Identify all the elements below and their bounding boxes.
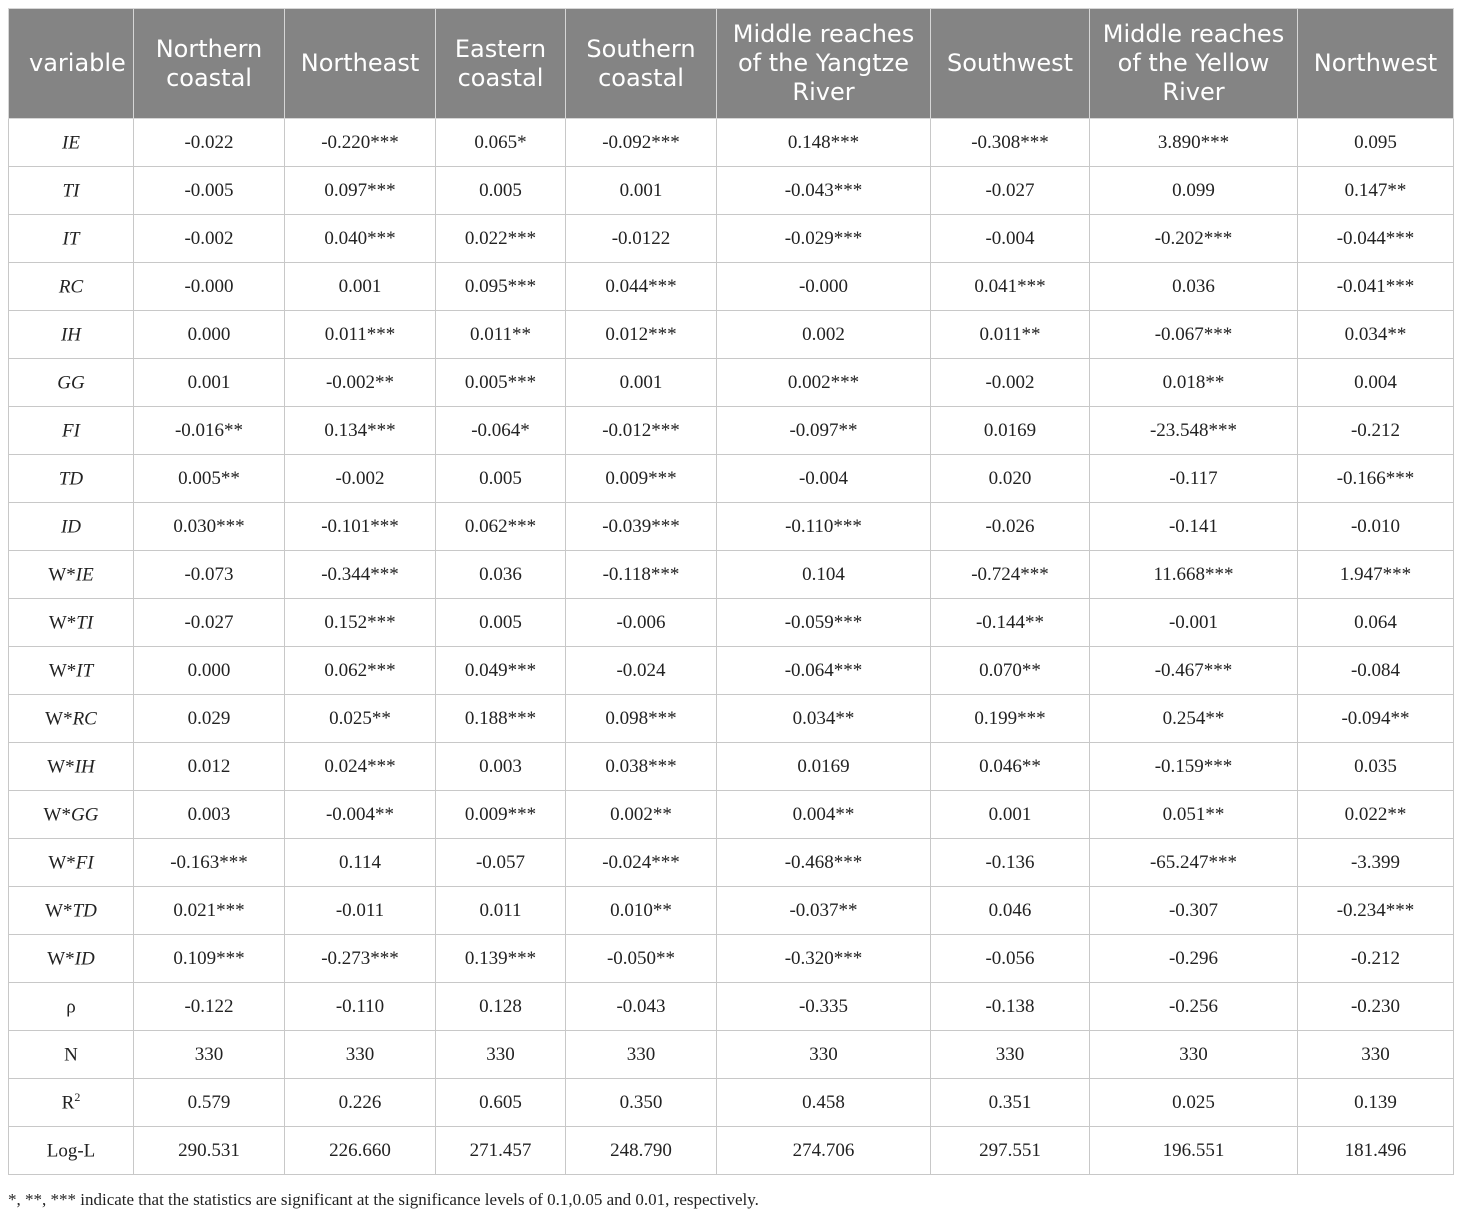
value-cell: 0.004** [717, 791, 931, 839]
value-cell: 0.350 [566, 1079, 717, 1127]
value-cell: 0.030*** [134, 503, 285, 551]
value-cell: -0.011 [285, 887, 436, 935]
value-cell: 0.010** [566, 887, 717, 935]
value-cell: -0.094** [1298, 695, 1454, 743]
value-cell: 0.018** [1090, 359, 1298, 407]
value-cell: -0.163*** [134, 839, 285, 887]
value-cell: -0.101*** [285, 503, 436, 551]
value-cell: -0.024 [566, 647, 717, 695]
value-cell: 0.038*** [566, 743, 717, 791]
variable-cell [9, 215, 134, 263]
value-cell: 3.890*** [1090, 119, 1298, 167]
value-cell: 0.046** [931, 743, 1090, 791]
variable-prefix: Log-L [46, 1140, 96, 1162]
variable-prefix: W* [45, 900, 73, 922]
value-cell: 11.668*** [1090, 551, 1298, 599]
variable-prefix: W* [45, 708, 73, 730]
value-cell: 0.114 [285, 839, 436, 887]
variable-cell [9, 1031, 134, 1079]
variable-name: IE [62, 132, 80, 154]
header-northwest: Northwest [1298, 9, 1454, 119]
value-cell: -0.059*** [717, 599, 931, 647]
value-cell: 290.531 [134, 1127, 285, 1175]
value-cell: -0.073 [134, 551, 285, 599]
value-cell: -0.212 [1298, 407, 1454, 455]
value-cell: -0.004 [931, 215, 1090, 263]
value-cell: -0.320*** [717, 935, 931, 983]
variable-prefix: W* [48, 612, 77, 634]
value-cell: -0.050** [566, 935, 717, 983]
value-cell: 0.036 [436, 551, 566, 599]
value-cell: -3.399 [1298, 839, 1454, 887]
value-cell: 0.062*** [436, 503, 566, 551]
value-cell: 0.024*** [285, 743, 436, 791]
value-cell: 0.104 [717, 551, 931, 599]
value-cell: -0.136 [931, 839, 1090, 887]
table-row [9, 887, 1454, 935]
value-cell: 0.012*** [566, 311, 717, 359]
table-row [9, 119, 1454, 167]
variable-prefix: W* [47, 756, 75, 778]
value-cell: 0.226 [285, 1079, 436, 1127]
value-cell: -0.335 [717, 983, 931, 1031]
value-cell: 0.000 [134, 647, 285, 695]
header-northern-coastal: Northern coastal [134, 9, 285, 119]
value-cell: 330 [1090, 1031, 1298, 1079]
value-cell: -0.212 [1298, 935, 1454, 983]
variable-name: GG [57, 372, 85, 394]
value-cell: -0.010 [1298, 503, 1454, 551]
value-cell: 0.064 [1298, 599, 1454, 647]
table-row [9, 263, 1454, 311]
variable-prefix: W* [48, 852, 76, 874]
value-cell: -0.110*** [717, 503, 931, 551]
value-cell: 0.070** [931, 647, 1090, 695]
value-cell: 0.044*** [566, 263, 717, 311]
value-cell: 0.003 [134, 791, 285, 839]
value-cell: -0.002** [285, 359, 436, 407]
value-cell: 0.036 [1090, 263, 1298, 311]
value-cell: 0.099 [1090, 167, 1298, 215]
value-cell: 0.0169 [717, 743, 931, 791]
value-cell: -0.026 [931, 503, 1090, 551]
value-cell: 0.051** [1090, 791, 1298, 839]
value-cell: -0.159*** [1090, 743, 1298, 791]
header-yangtze: Middle reaches of the Yangtze River [717, 9, 931, 119]
value-cell: -0.043*** [717, 167, 931, 215]
value-cell: 0.065* [436, 119, 566, 167]
table-row [9, 455, 1454, 503]
value-cell: 0.109*** [134, 935, 285, 983]
value-cell: 0.098*** [566, 695, 717, 743]
variable-cell [9, 983, 134, 1031]
value-cell: -0.041*** [1298, 263, 1454, 311]
value-cell: 0.020 [931, 455, 1090, 503]
value-cell: 0.579 [134, 1079, 285, 1127]
header-yellow-river: Middle reaches of the Yellow River [1090, 9, 1298, 119]
value-cell: 0.005 [436, 167, 566, 215]
variable-cell [9, 359, 134, 407]
value-cell: -0.141 [1090, 503, 1298, 551]
value-cell: -0.110 [285, 983, 436, 1031]
variable-prefix: W* [43, 804, 71, 826]
value-cell: -0.002 [285, 455, 436, 503]
variable-name: IH [60, 324, 82, 346]
value-cell: -0.000 [717, 263, 931, 311]
variable-name: IT [62, 228, 80, 250]
table-row [9, 983, 1454, 1031]
variable-cell [9, 791, 134, 839]
table-body [9, 119, 1454, 1175]
value-cell: 274.706 [717, 1127, 931, 1175]
value-cell: -0.724*** [931, 551, 1090, 599]
value-cell: -0.044*** [1298, 215, 1454, 263]
value-cell: -0.256 [1090, 983, 1298, 1031]
value-cell: -0.039*** [566, 503, 717, 551]
variable-cell [9, 503, 134, 551]
results-table-container [8, 8, 1453, 1175]
value-cell: 196.551 [1090, 1127, 1298, 1175]
value-cell: 0.049*** [436, 647, 566, 695]
value-cell: -0.064* [436, 407, 566, 455]
value-cell: 0.011** [931, 311, 1090, 359]
value-cell: 0.0169 [931, 407, 1090, 455]
value-cell: 0.029 [134, 695, 285, 743]
variable-cell [9, 551, 134, 599]
value-cell: -0.220*** [285, 119, 436, 167]
variable-name: TD [72, 900, 97, 922]
header-variable: variable [9, 9, 134, 119]
value-cell: 0.605 [436, 1079, 566, 1127]
variable-prefix: ρ [66, 996, 76, 1018]
value-cell: -0.037** [717, 887, 931, 935]
value-cell: 0.025** [285, 695, 436, 743]
table-row [9, 599, 1454, 647]
variable-name: IE [75, 564, 94, 586]
variable-cell [9, 167, 134, 215]
variable-cell [9, 311, 134, 359]
variable-name: TD [58, 468, 84, 490]
variable-cell [9, 455, 134, 503]
variable-name: RC [72, 708, 97, 730]
value-cell: 271.457 [436, 1127, 566, 1175]
footnote: *, **, *** indicate that the statistics are significant at the significance levels of 0.1,0.05 and 0.01, respectively. [8, 1190, 759, 1209]
value-cell: 330 [436, 1031, 566, 1079]
variable-cell [9, 839, 134, 887]
value-cell: -0.029*** [717, 215, 931, 263]
value-cell: 0.000 [134, 311, 285, 359]
value-cell: -0.002 [134, 215, 285, 263]
value-cell: -0.005 [134, 167, 285, 215]
value-cell: -0.004** [285, 791, 436, 839]
value-cell: -0.117 [1090, 455, 1298, 503]
variable-name: FI [62, 420, 80, 442]
value-cell: -0.043 [566, 983, 717, 1031]
variable-name: IT [76, 660, 94, 682]
value-cell: 0.148*** [717, 119, 931, 167]
table-row [9, 1127, 1454, 1175]
value-cell: 0.003 [436, 743, 566, 791]
regional-regression-table [8, 8, 1454, 1175]
value-cell: 226.660 [285, 1127, 436, 1175]
value-cell: -0.202*** [1090, 215, 1298, 263]
variable-prefix: R [61, 1092, 75, 1114]
value-cell: -0.467*** [1090, 647, 1298, 695]
value-cell: 0.025 [1090, 1079, 1298, 1127]
value-cell: -0.122 [134, 983, 285, 1031]
value-cell: -0.067*** [1090, 311, 1298, 359]
variable-cell [9, 887, 134, 935]
value-cell: 0.034** [717, 695, 931, 743]
variable-cell [9, 599, 134, 647]
value-cell: 330 [931, 1031, 1090, 1079]
value-cell: 0.046 [931, 887, 1090, 935]
variable-cell [9, 263, 134, 311]
value-cell: 0.001 [285, 263, 436, 311]
value-cell: 330 [1298, 1031, 1454, 1079]
value-cell: 0.005 [436, 599, 566, 647]
value-cell: 330 [717, 1031, 931, 1079]
value-cell: -0.0122 [566, 215, 717, 263]
value-cell: 0.011** [436, 311, 566, 359]
variable-cell [9, 695, 134, 743]
table-row [9, 935, 1454, 983]
header-northeast: Northeast [285, 9, 436, 119]
value-cell: 0.199*** [931, 695, 1090, 743]
table-row [9, 791, 1454, 839]
header-eastern-coastal: Eastern coastal [436, 9, 566, 119]
variable-prefix: W* [48, 660, 77, 682]
variable-name: RC [58, 276, 84, 298]
value-cell: 330 [285, 1031, 436, 1079]
value-cell: -0.166*** [1298, 455, 1454, 503]
value-cell: 0.011 [436, 887, 566, 935]
value-cell: -0.004 [717, 455, 931, 503]
value-cell: 0.139 [1298, 1079, 1454, 1127]
value-cell: 0.147** [1298, 167, 1454, 215]
value-cell: 0.012 [134, 743, 285, 791]
value-cell: -0.024*** [566, 839, 717, 887]
value-cell: 0.011*** [285, 311, 436, 359]
value-cell: -0.273*** [285, 935, 436, 983]
value-cell: -0.000 [134, 263, 285, 311]
variable-name: IH [74, 756, 95, 778]
variable-prefix: N [64, 1044, 78, 1066]
value-cell: 0.097*** [285, 167, 436, 215]
variable-cell [9, 743, 134, 791]
variable-name: ID [60, 516, 82, 538]
header-row [9, 9, 1454, 119]
value-cell: 0.458 [717, 1079, 931, 1127]
table-row [9, 695, 1454, 743]
value-cell: 330 [134, 1031, 285, 1079]
value-cell: -0.056 [931, 935, 1090, 983]
table-row [9, 311, 1454, 359]
value-cell: -0.027 [931, 167, 1090, 215]
value-cell: -0.307 [1090, 887, 1298, 935]
value-cell: 0.022** [1298, 791, 1454, 839]
table-row [9, 503, 1454, 551]
header-southwest: Southwest [931, 9, 1090, 119]
value-cell: -0.016** [134, 407, 285, 455]
variable-prefix: W* [47, 948, 75, 970]
value-cell: -0.468*** [717, 839, 931, 887]
value-cell: 0.134*** [285, 407, 436, 455]
value-cell: 297.551 [931, 1127, 1090, 1175]
value-cell: -0.230 [1298, 983, 1454, 1031]
value-cell: 0.095 [1298, 119, 1454, 167]
value-cell: 0.139*** [436, 935, 566, 983]
value-cell: 0.009*** [566, 455, 717, 503]
value-cell: 0.004 [1298, 359, 1454, 407]
value-cell: -0.012*** [566, 407, 717, 455]
variable-prefix: W* [48, 564, 76, 586]
table-row [9, 1079, 1454, 1127]
value-cell: 0.009*** [436, 791, 566, 839]
value-cell: 248.790 [566, 1127, 717, 1175]
value-cell: 0.005 [436, 455, 566, 503]
value-cell: -0.097** [717, 407, 931, 455]
table-row [9, 743, 1454, 791]
value-cell: 0.095*** [436, 263, 566, 311]
table-row [9, 551, 1454, 599]
value-cell: -0.092*** [566, 119, 717, 167]
variable-superscript: 2 [74, 1090, 81, 1105]
variable-name: FI [75, 852, 94, 874]
variable-cell [9, 935, 134, 983]
variable-name: TI [76, 612, 94, 634]
variable-cell [9, 647, 134, 695]
value-cell: 0.152*** [285, 599, 436, 647]
value-cell: 330 [566, 1031, 717, 1079]
variable-cell [9, 1127, 134, 1175]
value-cell: 0.022*** [436, 215, 566, 263]
value-cell: -0.234*** [1298, 887, 1454, 935]
value-cell: -0.022 [134, 119, 285, 167]
value-cell: 0.021*** [134, 887, 285, 935]
value-cell: -0.064*** [717, 647, 931, 695]
variable-name: ID [74, 948, 95, 970]
table-row [9, 1031, 1454, 1079]
value-cell: 0.035 [1298, 743, 1454, 791]
value-cell: -0.084 [1298, 647, 1454, 695]
value-cell: 0.002 [717, 311, 931, 359]
value-cell: 0.188*** [436, 695, 566, 743]
table-row [9, 647, 1454, 695]
value-cell: 0.040*** [285, 215, 436, 263]
value-cell: 0.041*** [931, 263, 1090, 311]
value-cell: -0.057 [436, 839, 566, 887]
variable-cell [9, 119, 134, 167]
value-cell: 0.001 [566, 359, 717, 407]
value-cell: 0.001 [134, 359, 285, 407]
table-row [9, 839, 1454, 887]
value-cell: -0.027 [134, 599, 285, 647]
value-cell: 0.005*** [436, 359, 566, 407]
variable-cell [9, 1079, 134, 1127]
value-cell: 1.947*** [1298, 551, 1454, 599]
variable-name: TI [62, 180, 80, 202]
value-cell: 0.254** [1090, 695, 1298, 743]
value-cell: 0.062*** [285, 647, 436, 695]
value-cell: 0.001 [566, 167, 717, 215]
value-cell: -0.118*** [566, 551, 717, 599]
value-cell: -0.002 [931, 359, 1090, 407]
variable-name: GG [70, 804, 99, 826]
variable-cell [9, 407, 134, 455]
value-cell: 181.496 [1298, 1127, 1454, 1175]
value-cell: -0.001 [1090, 599, 1298, 647]
value-cell: 0.351 [931, 1079, 1090, 1127]
value-cell: -0.006 [566, 599, 717, 647]
value-cell: 0.034** [1298, 311, 1454, 359]
value-cell: -0.308*** [931, 119, 1090, 167]
table-row [9, 359, 1454, 407]
value-cell: 0.001 [931, 791, 1090, 839]
value-cell: -0.344*** [285, 551, 436, 599]
table-row [9, 407, 1454, 455]
value-cell: 0.005** [134, 455, 285, 503]
value-cell: -0.138 [931, 983, 1090, 1031]
value-cell: -65.247*** [1090, 839, 1298, 887]
value-cell: -23.548*** [1090, 407, 1298, 455]
value-cell: 0.002*** [717, 359, 931, 407]
value-cell: -0.144** [931, 599, 1090, 647]
value-cell: 0.128 [436, 983, 566, 1031]
value-cell: -0.296 [1090, 935, 1298, 983]
table-row [9, 167, 1454, 215]
table-row [9, 215, 1454, 263]
header-southern-coastal: Southern coastal [566, 9, 717, 119]
value-cell: 0.002** [566, 791, 717, 839]
